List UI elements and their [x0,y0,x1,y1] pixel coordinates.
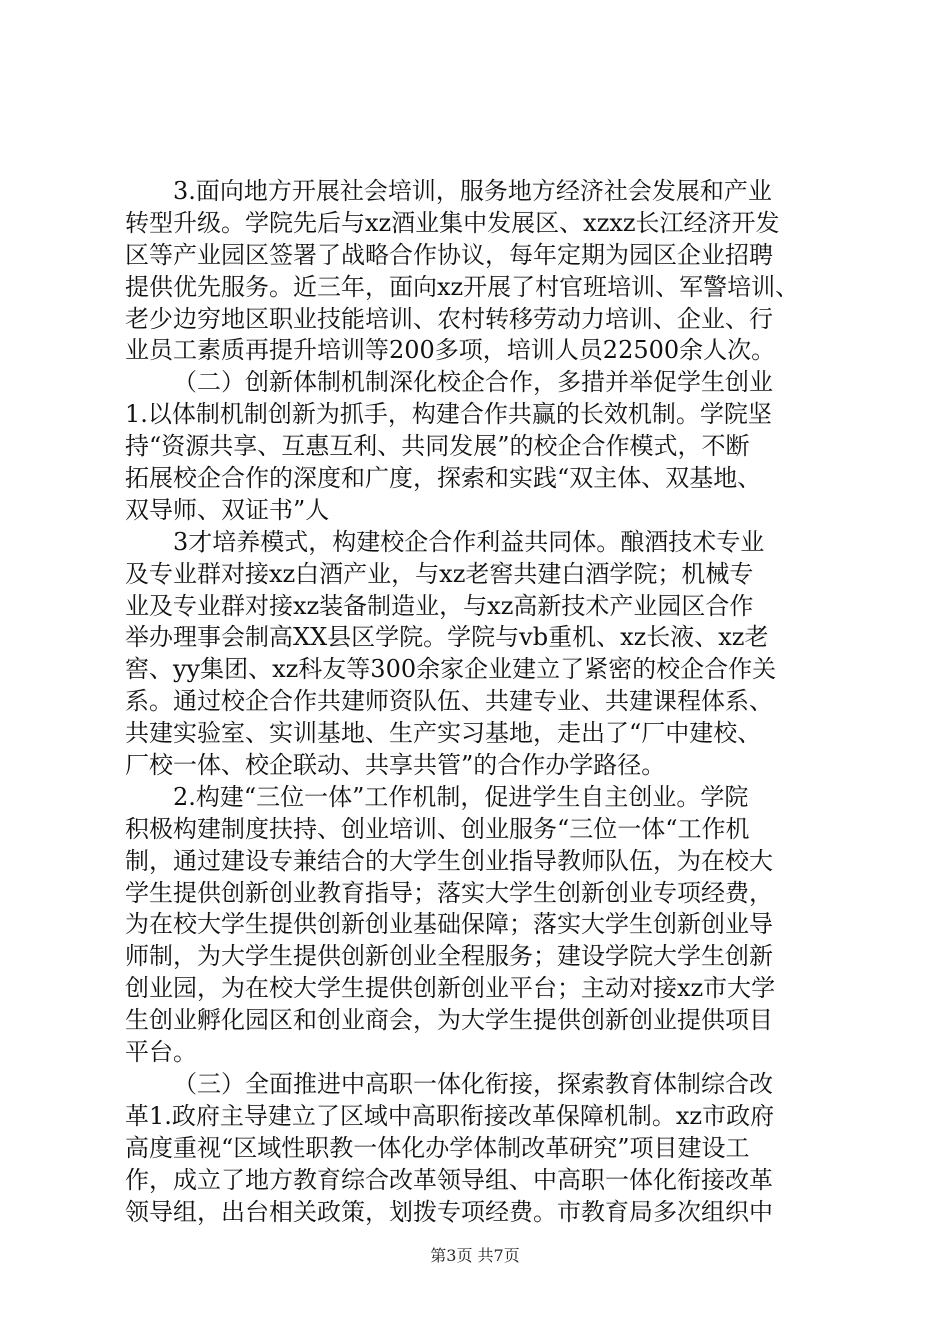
text-line: 高度重视“区域性职教一体化办学体制改革研究”项目建设工 [125,1133,750,1162]
text-line: 3才培养模式，构建校企合作利益共同体。酿酒技术专业 [173,527,765,556]
text-line: 持“资源共享、互惠互利、共同发展”的校企合作模式，不断 [125,432,750,461]
text-line: 2.构建“三位一体”工作机制，促进学生自主创业。学院 [173,782,749,811]
text-line: 及专业群对接xz白酒产业，与xz老窖共建白酒学院；机械专 [125,559,754,588]
text-line: 举办理事会制高XX县区学院。学院与vb重机、xz长液、xz老 [125,623,769,652]
text-line: 革1.政府主导建立了区域中高职衔接改革保障机制。xz市政府 [125,1101,775,1130]
text-line: 1.以体制机制创新为抓手，构建合作共赢的长效机制。学院坚 [125,400,772,429]
text-line: 为在校大学生提供创新创业基础保障；落实大学生创新创业导 [125,910,773,939]
text-line: 转型升级。学院先后与xz酒业集中发展区、xzxz长江经济开发 [125,208,780,237]
text-line: 创业园，为在校大学生提供创新创业平台；主动对接xz市大学 [125,974,776,1003]
text-line: 老少边穷地区职业技能培训、农村转移劳动力培训、企业、行 [125,304,773,333]
text-line: 业员工素质再提升培训等200多项，培训人员22500余人次。 [125,336,776,365]
text-line: 3.面向地方开展社会培训，服务地方经济社会发展和产业 [173,177,772,205]
document-body [125,176,835,1228]
text-line: 学生提供创新创业教育指导；落实大学生创新创业专项经费， [125,878,773,907]
text-line: 业及专业群对接xz装备制造业，与xz高新技术产业园区合作 [125,591,754,620]
text-line: 双导师、双证书”人 [125,495,330,524]
text-line: 窖、yy集团、xz科友等300余家企业建立了紧密的校企合作关 [125,655,777,684]
text-line: 拓展校企合作的深度和广度，探索和实践“双主体、双基地、 [125,464,762,493]
text-line: 生创业孵化园区和创业商会，为大学生提供创新创业提供项目 [125,1006,773,1035]
text-line: 积极构建制度扶持、创业培训、创业服务“三位一体“工作机 [125,814,750,843]
text-line: 区等产业园区签署了战略合作协议，每年定期为园区企业招聘 [125,240,773,269]
text-line: 共建实验室、实训基地、生产实习基地，走出了“厂中建校、 [125,719,762,748]
text-line: （二）创新体制机制深化校企合作，多措并举促学生创业 [173,368,773,397]
text-line: 师制，为大学生提供创新创业全程服务；建设学院大学生创新 [125,942,773,971]
text-line: （三）全面推进中高职一体化衔接，探索教育体制综合改 [173,1069,773,1098]
text-line: 系。通过校企合作共建师资队伍、共建专业、共建课程体系、 [125,687,773,716]
text-line: 制，通过建设专兼结合的大学生创业指导教师队伍，为在校大 [125,846,773,875]
text-line: 提供优先服务。近三年，面向xz开展了村官班培训、军警培训、 [125,272,800,301]
text-line: 领导组，出台相关政策，划拨专项经费。市教育局多次组织中 [125,1197,773,1226]
text-line: 厂校一体、校企联动、共享共管”的合作办学路径。 [125,751,666,780]
page-footer: 第3页 共7页 [430,1246,520,1265]
text-line: 作，成立了地方教育综合改革领导组、中高职一体化衔接改革 [125,1165,773,1194]
text-line: 平台。 [125,1038,197,1067]
